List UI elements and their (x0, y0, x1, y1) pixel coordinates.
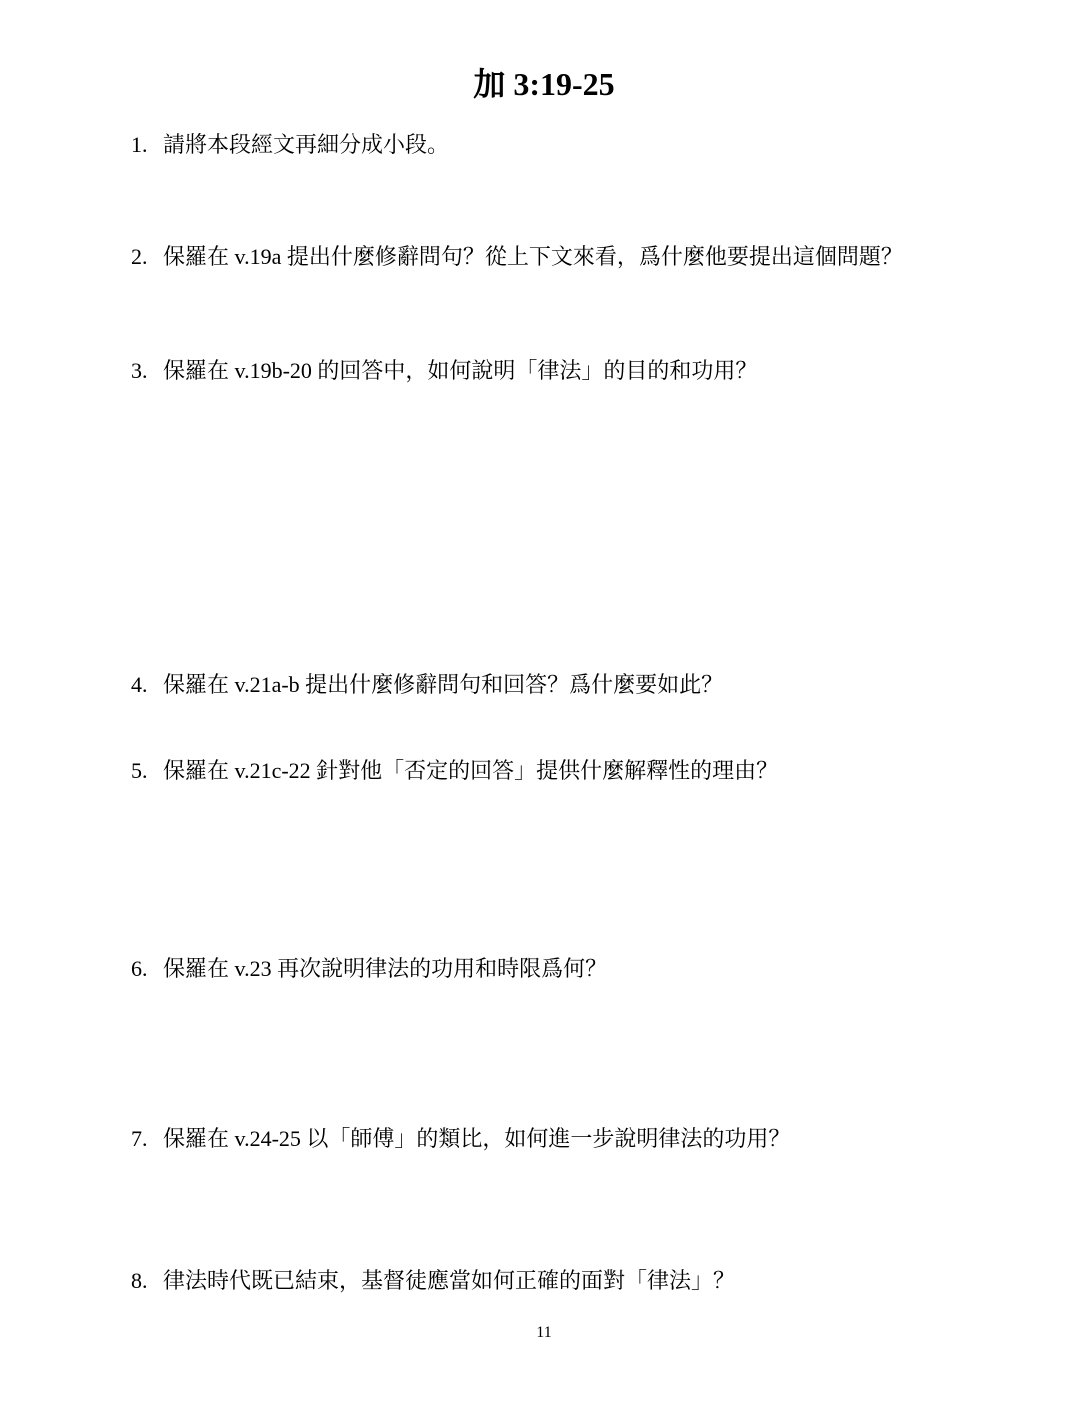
question-text: 請將本段經文再細分成小段。 (163, 132, 450, 157)
question-number: 3. (131, 358, 148, 383)
question-8 (131, 1266, 961, 1296)
question-5 (131, 756, 961, 786)
question-text: 保羅在 v.19a 提出什麼修辭問句？從上下文來看，爲什麼他要提出這個問題？ (163, 244, 903, 269)
question-text: 律法時代既已結束，基督徒應當如何正確的面對「律法」？ (163, 1268, 736, 1293)
question-number: 6. (131, 956, 148, 981)
question-text: 保羅在 v.19b-20 的回答中，如何說明「律法」的目的和功用？ (163, 358, 758, 383)
question-4 (131, 670, 961, 700)
question-2 (131, 242, 961, 272)
question-3 (131, 356, 961, 386)
question-number: 1. (131, 132, 148, 157)
question-number: 7. (131, 1126, 148, 1151)
question-number: 5. (131, 758, 148, 783)
page-title: 加 3:19-25 (473, 66, 615, 102)
question-1 (131, 130, 961, 160)
question-text: 保羅在 v.24-25 以「師傅」的類比，如何進一步說明律法的功用？ (163, 1126, 791, 1151)
question-text: 保羅在 v.21a-b 提出什麼修辭問句和回答？爲什麼要如此？ (163, 672, 724, 697)
question-text: 保羅在 v.21c-22 針對他「否定的回答」提供什麼解釋性的理由？ (163, 758, 779, 783)
question-6 (131, 954, 961, 984)
question-number: 8. (131, 1268, 148, 1293)
question-number: 4. (131, 672, 148, 697)
question-7 (131, 1124, 961, 1154)
question-text: 保羅在 v.23 再次說明律法的功用和時限爲何？ (163, 956, 608, 981)
question-number: 2. (131, 244, 148, 269)
page-number: 11 (536, 1324, 552, 1341)
